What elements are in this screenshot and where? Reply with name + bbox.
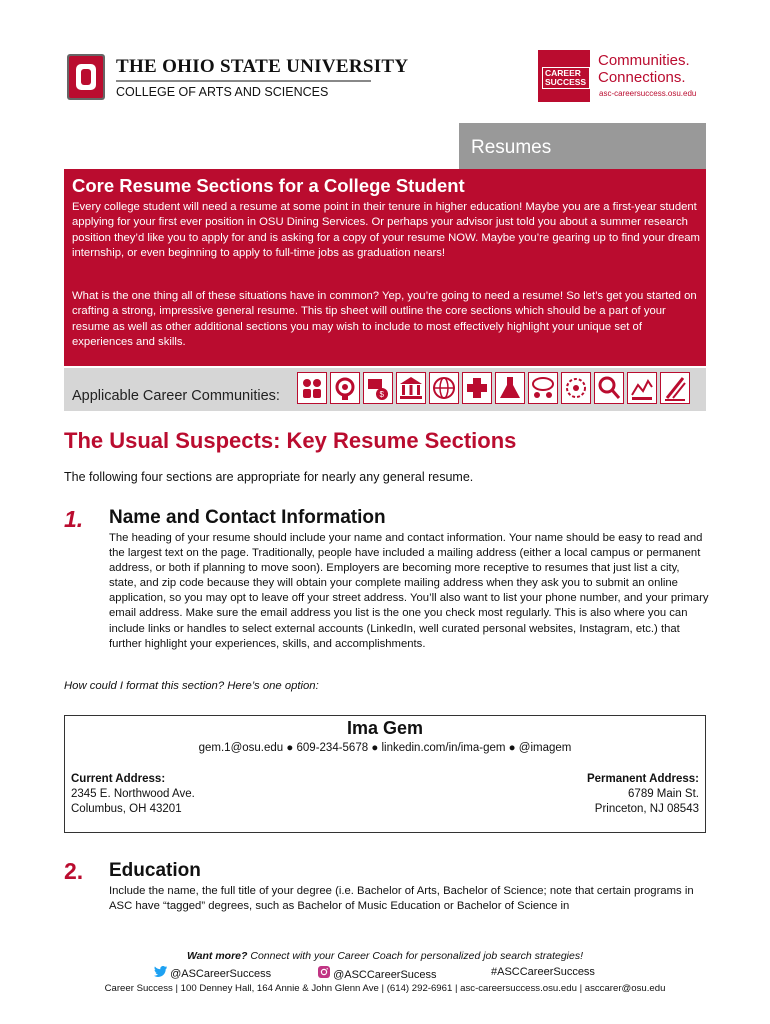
permanent-address-label: Permanent Address: [586,773,699,785]
tagline-line1: Communities. [598,52,690,69]
instagram-handle: @ASCCareerSucess [333,969,437,981]
communication-icon [528,372,558,404]
footer-cta-text: Connect with your Career Coach for personalized job search strategies! [247,950,584,962]
svg-text:$: $ [379,390,384,399]
people-icon [297,372,327,404]
career-communities-bar [64,368,706,411]
section-heading: The Usual Suspects: Key Resume Sections [64,428,517,453]
career-success-badge: CAREER SUCCESS [542,67,590,89]
section-2-title: Education [109,860,201,881]
sample-name: Ima Gem [346,718,424,738]
college-name: COLLEGE OF ARTS AND SCIENCES [116,85,329,99]
art-icon [627,372,657,404]
intro-paragraph-1: Every college student will need a resume at some point in their tenure in higher education! Maybe you are a first-year student applying for your first ever position in OSU Dining Services. Or perhaps your advisor just told you about a summer research position they’d like you to apply for and is asking for a copy of your resume NOW. Maybe you’re gearing up to find your dream internship, or even beginning to apply to full-time jobs as graduation nears! [72,201,700,259]
section-1-body [109,531,709,652]
current-address [71,772,195,817]
osu-block-o-logo [67,54,105,100]
biology-icon [561,372,591,404]
section-2-body [109,884,709,914]
career-success-logo [538,50,590,102]
money-icon [363,372,393,404]
current-address-line2: Columbus, OH 43201 [71,803,182,815]
footer-hashtag: #ASCCareerSuccess [491,966,595,978]
section-1-body-text: The heading of your resume should include your name and contact information. Your name should be easy to read and the largest text on the page. Traditionally, people have included a mailing address (either a local campus or permanent address, or both if planning to move soon). Employers are becoming more receptive to resumes that just list a city, state, and zip code because they will obtain your complete mailing address when they ask you to submit an online application, so you may opt to leave off your street address. You’ll also want to list your phone number, and your primary email address. Make sure the email address you list is the one you check most regularly. This is also where you can include links or handles to select external accounts (LinkedIn, well curated personal websites, Instagram, etc.) that further highlight your experiences, skills, and accomplishments. [109,532,709,650]
sample-contact-line: gem.1@osu.edu ● 609-234-5678 ● linkedin.com/in/ima-gem ● @imagem [198,742,572,754]
intro-paragraph-2: What is the one thing all of these situations have in common? Yep, you’re going to need a resume! So let’s get you started on crafting a strong, impressive general resume. This tip sheet will outline the core sections which should be a part of your resume as well as other additional sections you may wish to include to most effectively highlight your unique set of experiences and skills. [72,290,697,348]
lead-text: The following four sections are appropriate for nearly any general resume. [64,470,474,484]
sample-resume-header [64,715,706,833]
footer-want-more: Want more? [186,950,248,962]
section-1-number: 1. [64,506,84,532]
section-2-number: 2. [64,858,84,884]
government-icon [396,372,426,404]
twitter-handle: @ASCareerSuccess [170,968,272,980]
footer-instagram[interactable] [318,966,437,981]
writing-icon [660,372,690,404]
resumes-tab-label: Resumes [471,137,552,158]
current-address-line1: 2345 E. Northwood Ave. [71,788,195,800]
instagram-icon [318,966,330,978]
tagline [598,52,690,86]
twitter-icon [154,966,167,977]
science-icon [495,372,525,404]
intro-box [64,169,706,366]
health-icon [462,372,492,404]
intro-title: Core Resume Sections for a College Student [72,175,465,196]
section-2-body-text: Include the name, the full title of your degree (i.e. Bachelor of Arts, Bachelor of Science; note that certain programs in ASC have “tagged” degrees, such as Bachelor of Music Education or Bachelor of Science in [109,885,694,913]
university-name: THE OHIO STATE UNIVERSITY [116,56,409,77]
current-address-label: Current Address: [71,773,166,785]
header-divider [116,80,371,82]
permanent-address [587,772,699,817]
footer-twitter[interactable] [154,966,271,980]
tagline-line2: Connections. [598,69,686,86]
resumes-tab [459,123,706,169]
permanent-address-line1: 6789 Main St. [628,788,699,800]
section-1-title: Name and Contact Information [109,507,386,528]
globe-icon [429,372,459,404]
footer-cta [0,950,770,962]
gear-idea-icon [330,372,360,404]
tagline-url: asc-careersuccess.osu.edu [599,89,697,98]
research-icon [594,372,624,404]
footer-address: Career Success | 100 Denney Hall, 164 Annie & John Glenn Ave | (614) 292-6961 | asc-careersuccess.osu.edu | asccarer@osu.edu [104,983,666,994]
communities-label: Applicable Career Communities: [72,388,280,404]
format-question: How could I format this section? Here’s one option: [64,680,319,692]
permanent-address-line2: Princeton, NJ 08543 [594,803,699,815]
